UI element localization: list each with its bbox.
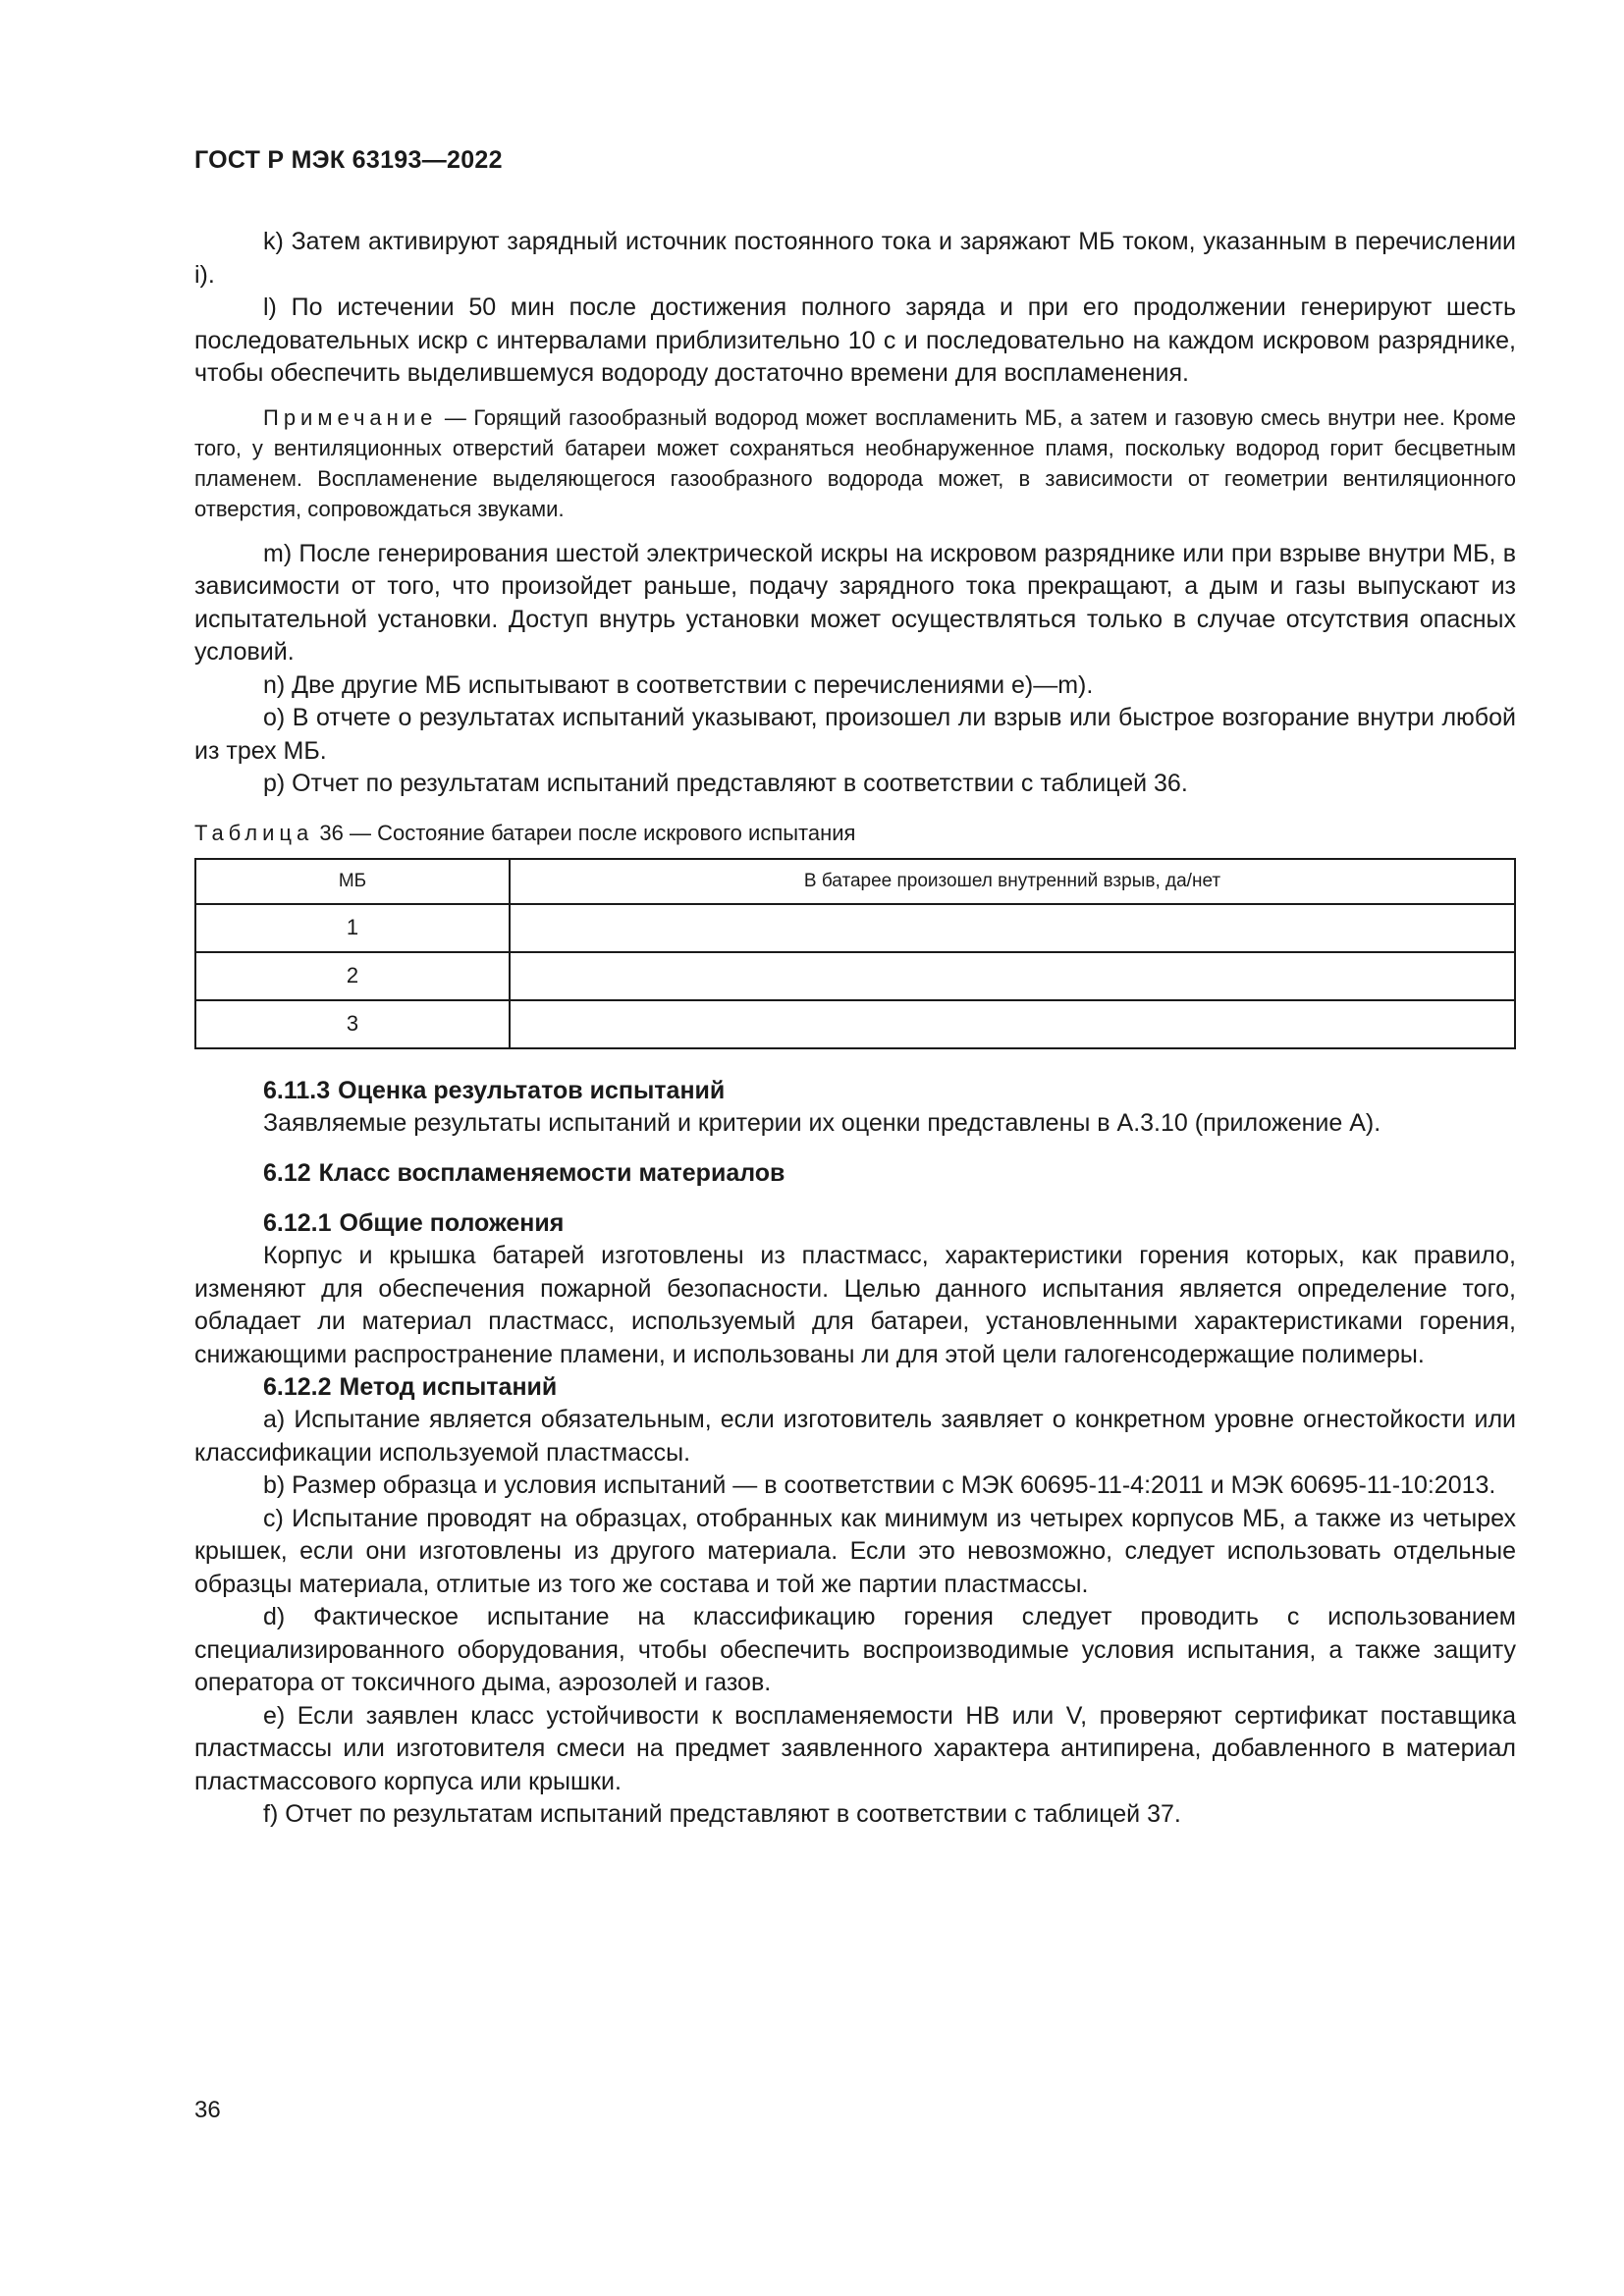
table-caption-label: Таблица bbox=[194, 820, 314, 845]
section-number: 6.11.3 bbox=[263, 1076, 331, 1104]
table-cell-mb: 1 bbox=[195, 904, 510, 952]
section-6-12-heading bbox=[194, 1157, 1516, 1190]
table-36 bbox=[194, 858, 1516, 1049]
table-row bbox=[195, 1000, 1515, 1048]
table-cell-mb: 2 bbox=[195, 952, 510, 1000]
table-row bbox=[195, 904, 1515, 952]
note bbox=[194, 402, 1516, 524]
section-title: Оценка результатов испытаний bbox=[338, 1076, 726, 1104]
table-header-result: В батарее произошел внутренний взрыв, да/нет bbox=[510, 859, 1515, 904]
section-6-12-1-heading bbox=[194, 1207, 1516, 1240]
section-6-12-1-text: Корпус и крышка батарей изготовлены из пластмасс, характеристики горения которых, как правило, изменяют для обеспечения пожарной безопасности. Целью данного испытания является определение того, обладает ли материал пластмасс, используемый для батареи, установленными характеристиками горения, снижающими распространение пламени, и использованы ли для этой цели галогенсодержащие полимеры. bbox=[194, 1242, 1516, 1368]
section-number: 6.12.1 bbox=[263, 1209, 332, 1237]
table-row bbox=[195, 952, 1515, 1000]
table-36-caption bbox=[194, 819, 1516, 848]
paragraph-k: k) Затем активируют зарядный источник постоянного тока и заряжают МБ током, указанным в перечислении i). bbox=[194, 228, 1516, 289]
section-6-12-2-heading bbox=[194, 1371, 1516, 1404]
paragraph-m: m) После генерирования шестой электрической искры на искровом разряднике или при взрыве внутри МБ, в зависимости от того, что произойдет раньше, подачу зарядного тока прекращают, а дым и газы выпускают из испытательной установки. Доступ внутрь установки может осуществляться только в случае отсутствия опасных условий. bbox=[194, 539, 1516, 666]
method-item-e: е) Если заявлен класс устойчивости к воспламеняемости НВ или V, проверяют сертификат поставщика пластмассы или изготовителя смеси на предмет заявленного характера антипирена, добавленного в материал пластмассового корпуса или крышки. bbox=[194, 1701, 1516, 1795]
method-item-b: b) Размер образца и условия испытаний — в соответствии с МЭК 60695-11-4:2011 и МЭК 60695-11-10:2013. bbox=[263, 1471, 1496, 1499]
section-number: 6.12.2 bbox=[263, 1373, 332, 1401]
note-label: Примечание bbox=[263, 404, 438, 430]
section-6-11-3-heading bbox=[194, 1075, 1516, 1107]
document-header: ГОСТ Р МЭК 63193—2022 bbox=[194, 146, 503, 174]
table-cell-result bbox=[510, 904, 1515, 952]
document-page bbox=[194, 145, 1516, 1832]
section-number: 6.12 bbox=[263, 1159, 311, 1187]
table-cell-result bbox=[510, 952, 1515, 1000]
section-title: Общие положения bbox=[339, 1209, 565, 1237]
table-header-row bbox=[195, 859, 1515, 904]
section-6-11-3-text: Заявляемые результаты испытаний и критерии их оценки представлены в А.3.10 (приложение А). bbox=[263, 1108, 1381, 1137]
table-cell-mb: 3 bbox=[195, 1000, 510, 1048]
table-header-mb: МБ bbox=[195, 859, 510, 904]
paragraph-o: o) В отчете о результатах испытаний указывают, произошел ли взрыв или быстрое возгорание внутри любой из трех МБ. bbox=[194, 704, 1516, 765]
section-title: Метод испытаний bbox=[339, 1373, 558, 1401]
method-item-c: c) Испытание проводят на образцах, отобранных как минимум из четырех корпусов МБ, а также из четырех крышек, если они изготовлены из другого материала. Если это невозможно, следует использовать отдельные образцы материала, отлитые из того же состава и той же партии пластмассы. bbox=[194, 1504, 1516, 1598]
note-text: — Горящий газообразный водород может воспламенить МБ, а затем и газовую смесь внутри нее. Кроме того, у вентиляционных отверстий батареи может сохраняться необнаруженное пламя, поскольку водород горит бесцветным пламенем. Воспламенение выделяющегося газообразного водорода может, в зависимости от геометрии вентиляционного отверстия, сопровождаться звуками. bbox=[194, 404, 1516, 521]
page-number: 36 bbox=[194, 2097, 221, 2123]
method-item-a: а) Испытание является обязательным, если изготовитель заявляет о конкретном уровне огнестойкости или классификации используемой пластмассы. bbox=[194, 1406, 1516, 1467]
paragraph-l: l) По истечении 50 мин после достижения полного заряда и при его продолжении генерируют шесть последовательных искр с интервалами приблизительно 10 с и последовательно на каждом искровом разряднике, чтобы обеспечить выделившемуся водороду достаточно времени для воспламенения. bbox=[194, 294, 1516, 387]
table-cell-result bbox=[510, 1000, 1515, 1048]
method-item-d: d) Фактическое испытание на классификацию горения следует проводить с использованием специализированного оборудования, чтобы обеспечить воспроизводимые условия испытания, а также защиту оператора от токсичного дыма, аэрозолей и газов. bbox=[194, 1603, 1516, 1696]
paragraph-p: p) Отчет по результатам испытаний представляют в соответствии с таблицей 36. bbox=[263, 770, 1188, 797]
table-caption-text: 36 — Состояние батареи после искрового испытания bbox=[313, 820, 856, 845]
paragraph-n: n) Две другие МБ испытывают в соответствии с перечислениями е)—m). bbox=[263, 670, 1094, 699]
method-item-f: f) Отчет по результатам испытаний представляют в соответствии с таблицей 37. bbox=[263, 1800, 1181, 1828]
section-title: Класс воспламеняемости материалов bbox=[318, 1159, 785, 1187]
